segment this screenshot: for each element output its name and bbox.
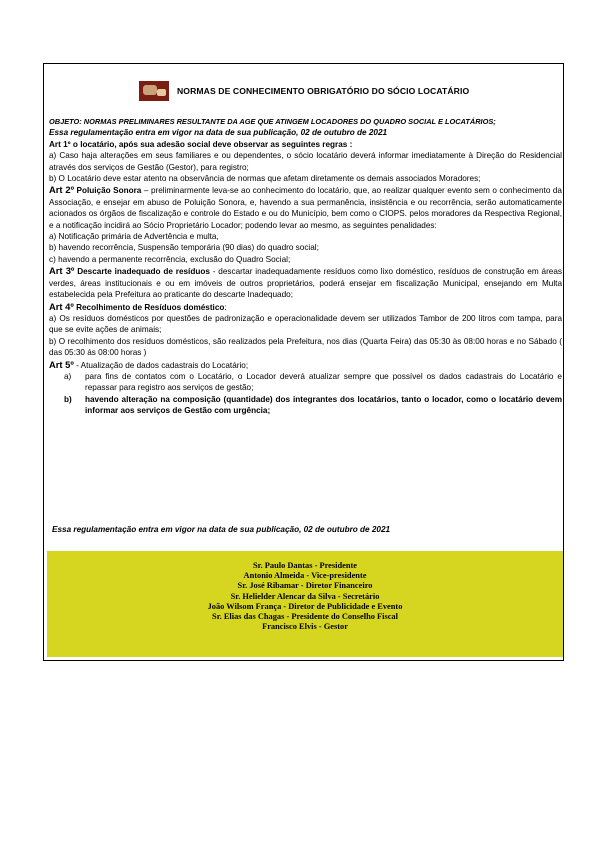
art2-item-b: b) havendo recorrência, Suspensão temporária (90 dias) do quadro social;: [49, 243, 319, 253]
board-member: Antonio Almeida - Vice-presidente: [243, 571, 367, 581]
board-member: Sr. Elias das Chagas - Presidente do Conselho Fiscal: [212, 612, 398, 622]
art2-number: Art 2º: [49, 184, 75, 196]
art2-paragraph: [49, 184, 562, 231]
art4-heading: [49, 301, 562, 313]
art5-item-b-marker: b): [64, 394, 72, 404]
association-logo: [139, 81, 169, 101]
art4-item-a: a) Os resíduos domésticos por questões de padronização e operacionalidade devem ser utilizados Tambor de 200 litros com tampa, para que se evite ações de animais;: [49, 313, 562, 335]
board-member: Sr. Helielder Alencar da Silva - Secretário: [230, 591, 380, 601]
art5-title: - Atualização de dados cadastrais do Locatário;: [73, 360, 249, 370]
board-of-directors: [47, 551, 563, 657]
art4-item-b: b) O recolhimento dos resíduos domésticos, são realizados pela Prefeitura, nos dias (Quarta Feira) das 05:30 às 08:00 horas e no Sábado ( das 05:30 ás 08:00 horas ): [49, 336, 562, 358]
document-frame: [43, 63, 564, 661]
art2-item-c: c) havendo a permanente recorrência, exclusão do Quadro Social;: [49, 254, 291, 264]
document-title: NORMAS DE CONHECIMENTO OBRIGATÓRIO DO SÓCIO LOCATÁRIO: [177, 86, 470, 96]
art2-text: – preliminarmente leva-se ao conhecimento do locatário, que, ao realizar qualquer evento sem o conhecimento da Associação, e ensejar em abuso de Poluição Sonora, e, havendo a sua permanência, insistência e ou recorrência, serão automaticamente acionados os órgãos de fiscalização e controle do Estado e ou do Município, bem como o CIOPS. pelos moradores da Respectiva Regional, e a notificação incidirá ao Sócio Proprietário Locador; podendo levar ao mesmo, as seguintes penalidades:: [49, 186, 562, 230]
vigor-line-bottom: Essa regulamentação entra em vigor na data de sua publicação, 02 de outubro de 2021: [52, 525, 391, 534]
document-body: [49, 116, 562, 417]
art1-item-b: b) O Locatário deve estar atento na observância de normas que afetam diretamente os demais associados Moradores;: [49, 174, 481, 184]
art1-item-a: a) Caso haja alterações em seus familiares e ou dependentes, o sócio locatário deverá informar imediatamente à Direção do Residencial através dos serviços de Gestão (Gestor), para registro;: [49, 151, 562, 172]
art3-text: - descartar inadequadamente resíduos como lixo doméstico, resíduos de construção em áreas verdes, áreas institucionais e ou em imóveis de outros proprietários, poderá ensejar em fiscalização Municipal, ensejando em Multa estabelecida pela Prefeitura ao praticante do descarte Inadequado;: [49, 267, 562, 300]
art5-item-a-text: para fins de contatos com o Locatário, o Locador deverá atualizar sempre que possível os dados cadastrais do Locatário e repassar para registro aos serviços de gestão;: [85, 371, 562, 393]
art5-heading: [49, 359, 562, 371]
art5-item-a: [64, 371, 562, 394]
art5-item-b-text: havendo alteração na composição (quantidade) dos integrantes dos locatários, tanto o locador, como o locatário devem informar aos serviços de Gestão com urgência;: [85, 394, 562, 416]
art5-item-a-marker: a): [64, 371, 72, 381]
art5-item-b: [64, 394, 562, 417]
art2-title: Poluição Sonora: [76, 186, 142, 196]
art3-title: Descarte inadequado de resíduos: [77, 267, 210, 277]
header: [139, 80, 469, 102]
board-member: Francisco Elvis - Gestor: [262, 622, 348, 632]
art5-number: Art 5º: [49, 358, 74, 370]
objeto-line: OBJETO: NORMAS PRELIMINARES RESULTANTE DA AGE QUE ATINGEM LOCADORES DO QUADRO SOCIAL E LOCATÁRIOS;: [49, 117, 496, 126]
art3-number: Art 3º: [49, 265, 75, 277]
vigor-line-top: Essa regulamentação entra em vigor na data de sua publicação, 02 de outubro de 2021: [49, 128, 388, 138]
board-member: Sr. Paulo Dantas - Presidente: [253, 561, 357, 570]
art3-paragraph: [49, 265, 562, 300]
art4-number: Art 4º: [49, 300, 74, 312]
board-member: Sr. José Ribamar - Diretor Financeiro: [237, 581, 373, 591]
art4-colon: :: [224, 302, 227, 312]
art2-item-a: a) Notificação primária de Advertência e multa,: [49, 232, 219, 242]
art1-heading: Art 1º o locatário, após sua adesão social deve observar as seguintes regras :: [49, 139, 353, 149]
board-member: João Wilsom França - Diretor de Publicidade e Evento: [207, 601, 403, 611]
art4-title: Recolhimento de Resíduos doméstico: [76, 302, 225, 312]
